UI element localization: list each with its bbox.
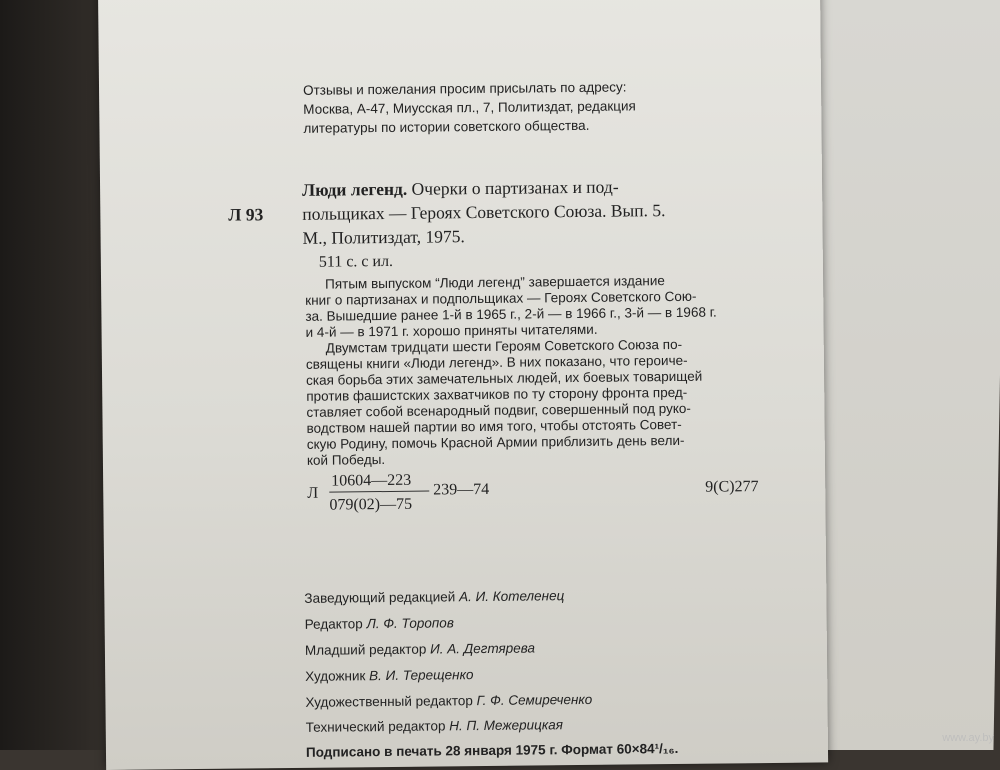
catalog-line-1-rest: Очерки о партизанах и под-: [407, 176, 619, 199]
annotation-line: скую Родину, помочь Красной Армии приблизить день вели-: [306, 432, 685, 452]
index-denominator: 079(02)—75: [329, 495, 413, 514]
catalog-line-4: 511 с. с ил.: [318, 252, 394, 271]
annotation-line: и 4-й — в 1971 г. хорошо приняты читателями.: [305, 321, 598, 340]
annotation-line: за. Вышедшие ранее 1-й в 1965 г., 2-й — в 1966 г., 3-й — в 1968 г.: [305, 304, 717, 324]
annotation-line: Пятым выпуском “Люди легенд” завершается издание: [325, 273, 665, 292]
index-letter: Л: [307, 484, 319, 502]
annotation-line: ская борьба этих замечательных людей, их боевых товарищей: [306, 368, 703, 388]
watermark: www.ay.by: [942, 732, 994, 744]
catalog-line-1: [301, 176, 619, 200]
annotation-line: против фашистских захватчиков по ту сторону фронта пред-: [306, 384, 688, 404]
annotation-line: водством нашей партии во имя того, чтобы отстоять Совет-: [306, 416, 682, 436]
credit-line: Редактор Л. Ф. Торопов: [304, 615, 454, 632]
annotation-line: книг о партизанах и подпольщиках — Героях Советского Сою-: [305, 288, 697, 308]
credit-line: Младший редактор И. А. Дегтярева: [304, 640, 536, 658]
catalog-line-2: польщиках — Героях Советского Союза. Вып. 5.: [302, 200, 666, 224]
reviews-line-3: литературы по истории советского общества.: [303, 117, 590, 136]
annotation-line: ставляет собой всенародный подвиг, совершенный под руко-: [306, 400, 691, 420]
reviews-line-2: Москва, А-47, Миусская пл., 7, Политиздат, редакция: [303, 98, 636, 117]
catalog-line-3: М., Политиздат, 1975.: [302, 226, 465, 248]
catalog-title: Люди легенд.: [301, 178, 408, 200]
credit-line: Заведующий редакцией А. И. Котеленец: [304, 588, 565, 606]
imprint-line: Подписано в печать 28 января 1975 г. Формат 60×84¹/₁₆.: [305, 740, 679, 760]
index-number: 239—74: [433, 480, 490, 499]
catalog-code: Л 93: [228, 204, 264, 225]
book-page: [98, 0, 828, 770]
index-numerator: 10604—223: [331, 471, 412, 490]
credit-line: Художник В. И. Терещенко: [305, 667, 474, 684]
fraction-line: [329, 491, 429, 493]
index-classification: 9(С)277: [705, 478, 759, 496]
annotation-line: священы книги «Люди легенд». В них показано, что героиче-: [305, 352, 688, 372]
credit-line: Технический редактор Н. П. Межерицкая: [305, 717, 564, 735]
annotation-line: кой Победы.: [306, 452, 386, 468]
annotation-line: Двумстам тридцати шести Героям Советского Союза по-: [325, 336, 683, 356]
reviews-line-1: Отзывы и пожелания просим присылать по адресу:: [302, 79, 627, 98]
credit-line: Художественный редактор Г. Ф. Семиреченко: [305, 691, 593, 710]
